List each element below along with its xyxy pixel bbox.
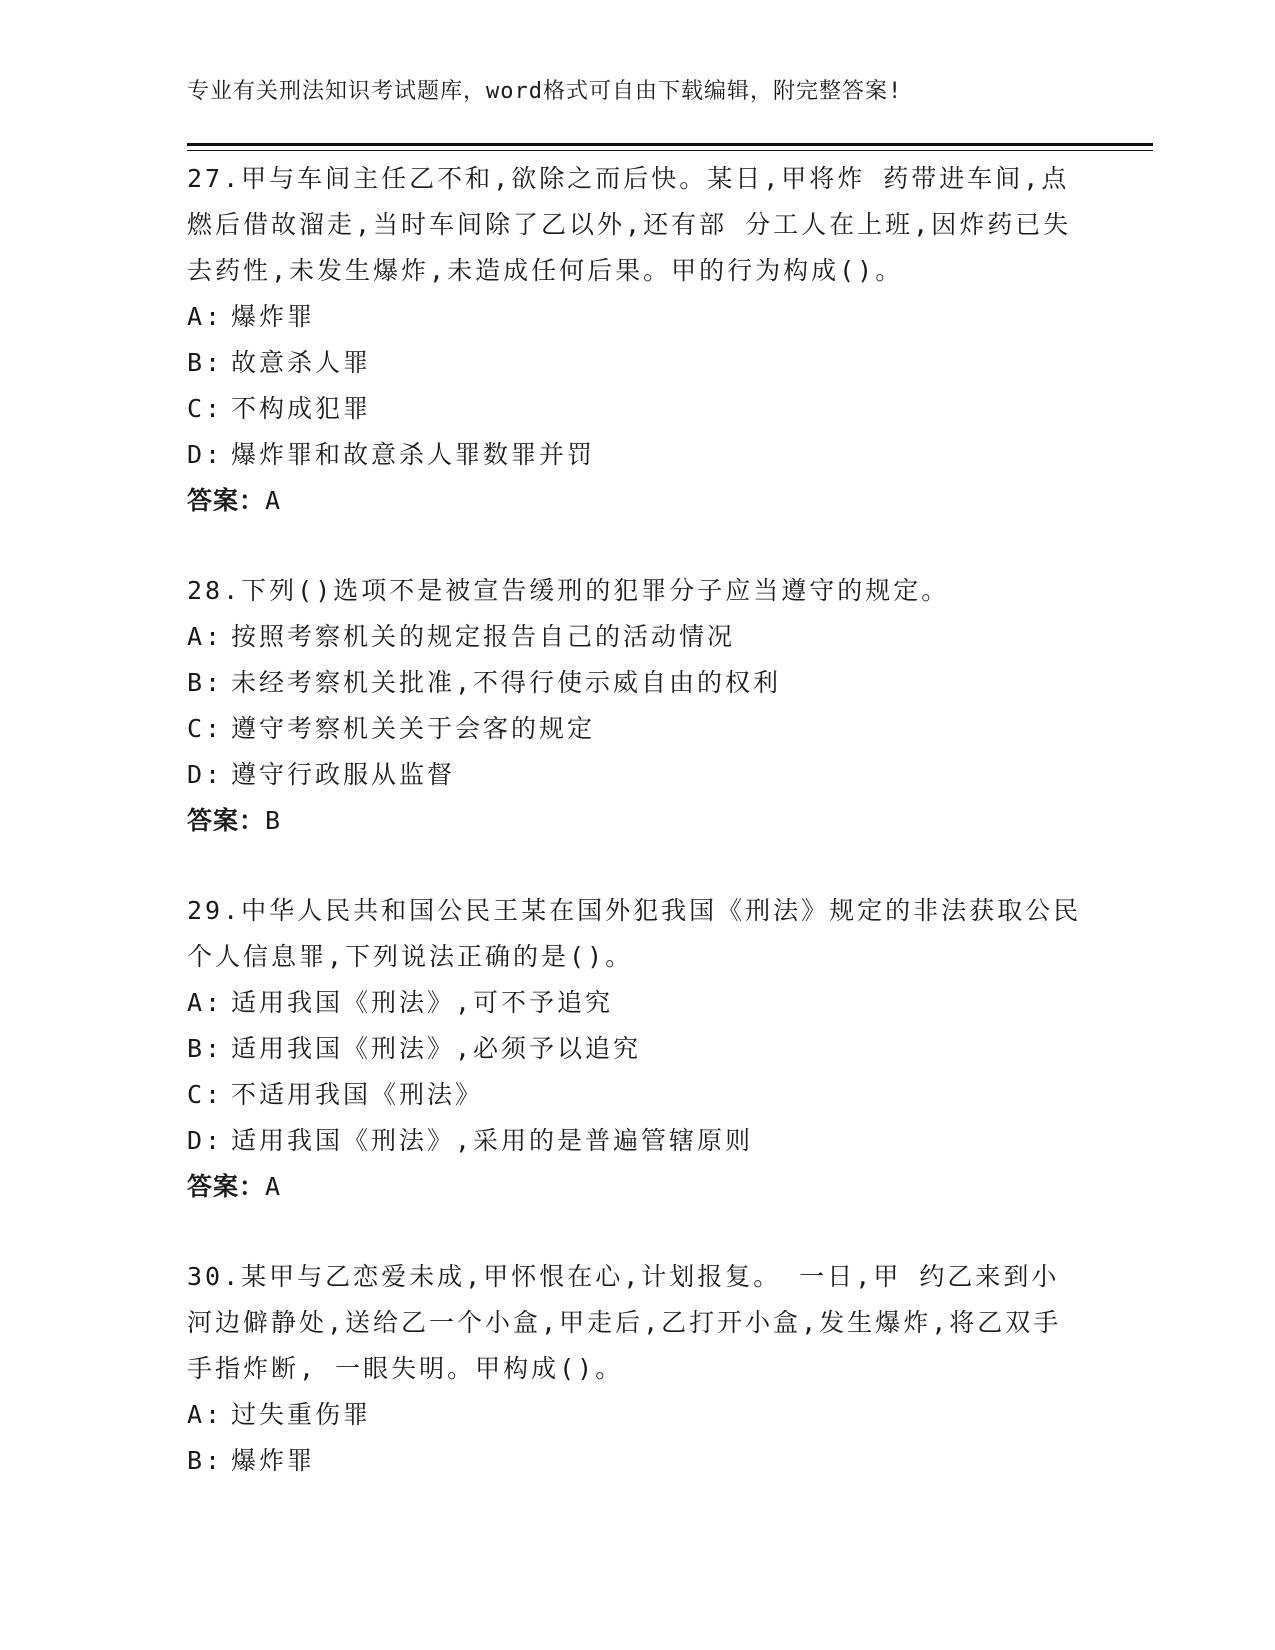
option-a (187, 980, 1087, 1026)
option-key: B: (187, 1034, 224, 1063)
question-30 (187, 1254, 1087, 1484)
option-label: 爆炸罪和故意杀人罪数罪并罚 (231, 440, 596, 469)
answer-label: 答案： (187, 1172, 266, 1201)
answer-label: 答案： (187, 486, 266, 515)
option-label: 按照考察机关的规定报告自己的活动情况 (231, 622, 736, 651)
option-b (187, 660, 1087, 706)
answer-value: B (265, 806, 282, 835)
option-b (187, 340, 1087, 386)
option-key: C: (187, 394, 224, 423)
option-d (187, 432, 1087, 478)
option-label: 不构成犯罪 (231, 394, 372, 423)
option-label: 适用我国《刑法》,必须予以追究 (231, 1034, 642, 1063)
option-b (187, 1438, 1087, 1484)
option-label: 故意杀人罪 (231, 348, 372, 377)
option-label: 爆炸罪 (231, 1446, 316, 1475)
option-key: D: (187, 440, 224, 469)
header-divider-thin (187, 150, 1153, 151)
question-text: 30.某甲与乙恋爱未成,甲怀恨在心,计划报复。 一日,甲 约乙来到小河边僻静处,送给乙一个小盒,甲走后,乙打开小盒,发生爆炸,将乙双手手指炸断, 一眼失明。甲构成()。 (187, 1262, 1062, 1383)
option-label: 适用我国《刑法》,可不予追究 (231, 988, 614, 1017)
option-key: A: (187, 622, 224, 651)
option-c (187, 386, 1087, 432)
option-a (187, 294, 1087, 340)
question-text: 29.中华人民共和国公民王某在国外犯我国《刑法》规定的非法获取公民个人信息罪,下列说法正确的是()。 (187, 896, 1082, 971)
option-a (187, 614, 1087, 660)
option-key: D: (187, 760, 224, 789)
header-divider-thick (187, 143, 1153, 146)
option-label: 适用我国《刑法》,采用的是普遍管辖原则 (231, 1126, 754, 1155)
option-key: C: (187, 714, 224, 743)
answer-line (187, 1164, 1087, 1210)
answer-line (187, 798, 1087, 844)
option-label: 遵守考察机关关于会客的规定 (231, 714, 596, 743)
answer-value: A (265, 486, 282, 515)
option-key: D: (187, 1126, 224, 1155)
question-29 (187, 888, 1087, 1210)
option-key: B: (187, 668, 224, 697)
option-key: C: (187, 1080, 224, 1109)
page-header: 专业有关刑法知识考试题库，word格式可自由下载编辑，附完整答案! (187, 79, 903, 104)
option-c (187, 1072, 1087, 1118)
option-key: A: (187, 302, 224, 331)
option-key: A: (187, 988, 224, 1017)
option-label: 未经考察机关批准,不得行使示威自由的权利 (231, 668, 782, 697)
answer-line (187, 478, 1087, 524)
option-label: 爆炸罪 (231, 302, 316, 331)
question-text: 27.甲与车间主任乙不和,欲除之而后快。某日,甲将炸 药带进车间,点燃后借故溜走,当时车间除了乙以外,还有部 分工人在上班,因炸药已失去药性,未发生爆炸,未造成任何后果。甲的行为构成()。 (187, 164, 1072, 285)
option-c (187, 706, 1087, 752)
option-d (187, 1118, 1087, 1164)
option-key: B: (187, 348, 224, 377)
question-list (187, 156, 1087, 1528)
answer-label: 答案： (187, 806, 266, 835)
option-b (187, 1026, 1087, 1072)
option-label: 不适用我国《刑法》 (231, 1080, 484, 1109)
question-27 (187, 156, 1087, 524)
option-label: 过失重伤罪 (231, 1400, 372, 1429)
option-label: 遵守行政服从监督 (231, 760, 456, 789)
answer-value: A (265, 1172, 282, 1201)
question-28 (187, 568, 1087, 844)
option-key: A: (187, 1400, 224, 1429)
question-text: 28.下列()选项不是被宣告缓刑的犯罪分子应当遵守的规定。 (187, 576, 950, 605)
option-key: B: (187, 1446, 224, 1475)
option-d (187, 752, 1087, 798)
option-a (187, 1392, 1087, 1438)
